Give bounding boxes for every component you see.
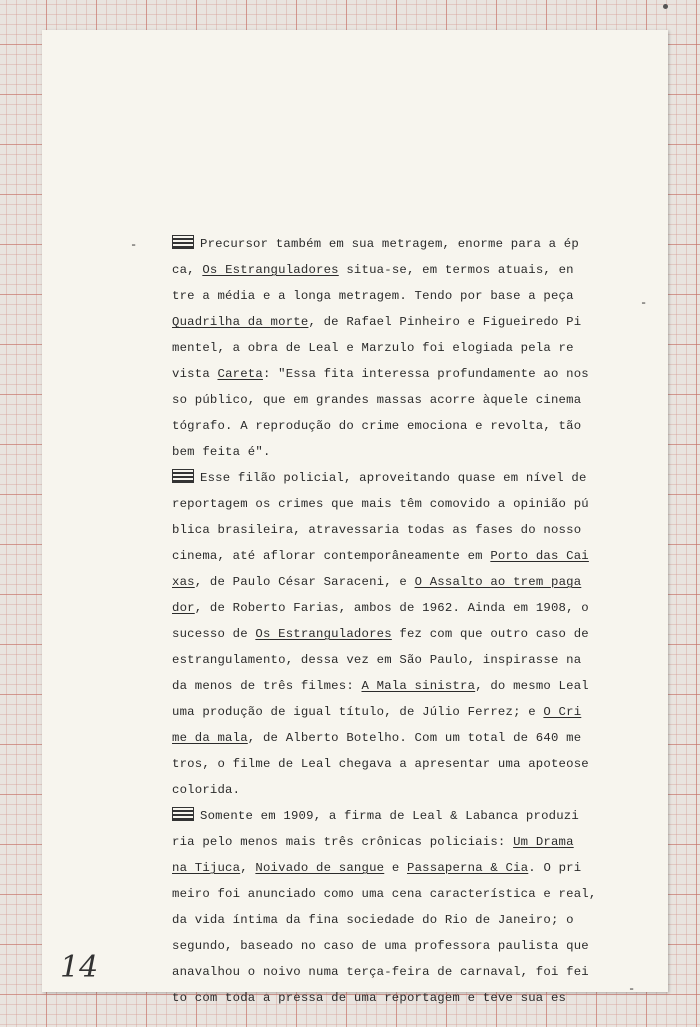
paragraph-mark-icon: [172, 469, 194, 483]
text-run: bem feita é".: [172, 445, 271, 459]
text-line: [172, 413, 622, 439]
text-line: [172, 231, 622, 257]
text-run: da menos de três filmes:: [172, 679, 362, 693]
text-line: [172, 881, 622, 907]
text-run: tógrafo. A reprodução do crime emociona e revolta, tão: [172, 419, 582, 433]
text-line: [172, 257, 622, 283]
text-line: [172, 309, 622, 335]
text-run: mentel, a obra de Leal e Marzulo foi elogiada pela re: [172, 341, 574, 355]
text-run: Somente em 1909, a firma de Leal & Labanca produzi: [200, 809, 579, 823]
underlined-title: Noivado de sangue: [255, 861, 385, 875]
text-run: estrangulamento, dessa vez em São Paulo, inspirasse na: [172, 653, 582, 667]
typed-text-body: [172, 205, 622, 1011]
text-run: e: [384, 861, 407, 875]
text-line: [172, 387, 622, 413]
text-line: [172, 803, 622, 829]
text-run: da vida íntima da fina sociedade do Rio de Janeiro; o: [172, 913, 574, 927]
underlined-title: Quadrilha da morte: [172, 315, 309, 329]
page-number: 14: [60, 950, 99, 985]
text-run: ca,: [172, 263, 203, 277]
text-line: [172, 465, 622, 491]
text-line: [172, 517, 622, 543]
text-line: [172, 621, 622, 647]
underlined-title: dor: [172, 601, 195, 615]
underlined-title: na Tijuca: [172, 861, 241, 875]
paragraph-mark-icon: [172, 235, 194, 249]
margin-dash: -: [628, 982, 636, 996]
text-line: [172, 725, 622, 751]
text-run: blica brasileira, atravessaria todas as fases do nosso: [172, 523, 582, 537]
text-line: [172, 699, 622, 725]
text-line: [172, 907, 622, 933]
underlined-title: Porto das Cai: [490, 549, 589, 563]
text-line: [172, 335, 622, 361]
text-run: segundo, baseado no caso de uma professora paulista que: [172, 939, 589, 953]
text-line: [172, 959, 622, 985]
text-run: tros, o filme de Leal chegava a apresentar uma apoteose: [172, 757, 589, 771]
underlined-title: O Cri: [543, 705, 582, 719]
text-run: fez com que outro caso de: [391, 627, 589, 641]
underlined-title: O Assalto ao trem paga: [414, 575, 582, 589]
text-line: [172, 361, 622, 387]
text-run: , de Alberto Botelho. Com um total de 640 me: [247, 731, 582, 745]
text-line: [172, 647, 622, 673]
text-line: [172, 933, 622, 959]
pin-hole: [663, 4, 668, 9]
text-run: reportagem os crimes que mais têm comovido a opinião pú: [172, 497, 589, 511]
text-run: tre a média e a longa metragem. Tendo por base a peça: [172, 289, 574, 303]
blank-line: [172, 205, 622, 231]
text-run: anavalhou o noivo numa terça-feira de carnaval, foi fei: [172, 965, 589, 979]
underlined-title: Um Drama: [513, 835, 574, 849]
text-run: Precursor também em sua metragem, enorme para a ép: [200, 237, 579, 251]
paragraph-mark-icon: [172, 807, 194, 821]
text-run: vista: [172, 367, 218, 381]
underlined-title: Passaperna & Cia: [407, 861, 529, 875]
text-run: . O pri: [528, 861, 582, 875]
text-line: [172, 439, 622, 465]
underlined-title: Careta: [217, 367, 263, 381]
text-run: : "Essa fita interessa profundamente ao nos: [262, 367, 589, 381]
text-run: colorida.: [172, 783, 241, 797]
text-run: , de Paulo César Saraceni, e: [194, 575, 415, 589]
margin-dash: -: [640, 296, 648, 310]
text-run: Esse filão policial, aproveitando quase em nível de: [200, 471, 587, 485]
text-run: meiro foi anunciado como uma cena característica e real,: [172, 887, 597, 901]
text-run: , de Rafael Pinheiro e Figueiredo Pi: [308, 315, 582, 329]
underlined-title: Os Estranguladores: [202, 263, 339, 277]
text-run: sucesso de: [172, 627, 256, 641]
text-run: ,: [240, 861, 256, 875]
margin-dash: -: [130, 238, 138, 252]
text-line: [172, 491, 622, 517]
text-run: to com toda a pressa de uma reportagem e teve sua es: [172, 991, 567, 1005]
text-line: [172, 855, 622, 881]
text-line: [172, 569, 622, 595]
text-line: [172, 543, 622, 569]
text-run: ria pelo menos mais três crônicas policiais:: [172, 835, 514, 849]
text-run: , do mesmo Leal: [475, 679, 589, 693]
text-line: [172, 673, 622, 699]
underlined-title: me da mala: [172, 731, 248, 745]
text-line: [172, 283, 622, 309]
text-run: so público, que em grandes massas acorre àquele cinema: [172, 393, 582, 407]
text-line: [172, 777, 622, 803]
underlined-title: A Mala sinistra: [361, 679, 476, 693]
text-line: [172, 751, 622, 777]
underlined-title: Os Estranguladores: [255, 627, 392, 641]
text-run: uma produção de igual título, de Júlio Ferrez; e: [172, 705, 544, 719]
underlined-title: xas: [172, 575, 195, 589]
text-run: cinema, até aflorar contemporâneamente em: [172, 549, 491, 563]
text-line: [172, 829, 622, 855]
text-line: [172, 985, 622, 1011]
text-run: , de Roberto Farias, ambos de 1962. Ainda em 1908, o: [194, 601, 589, 615]
text-run: situa-se, em termos atuais, en: [338, 263, 574, 277]
text-line: [172, 595, 622, 621]
